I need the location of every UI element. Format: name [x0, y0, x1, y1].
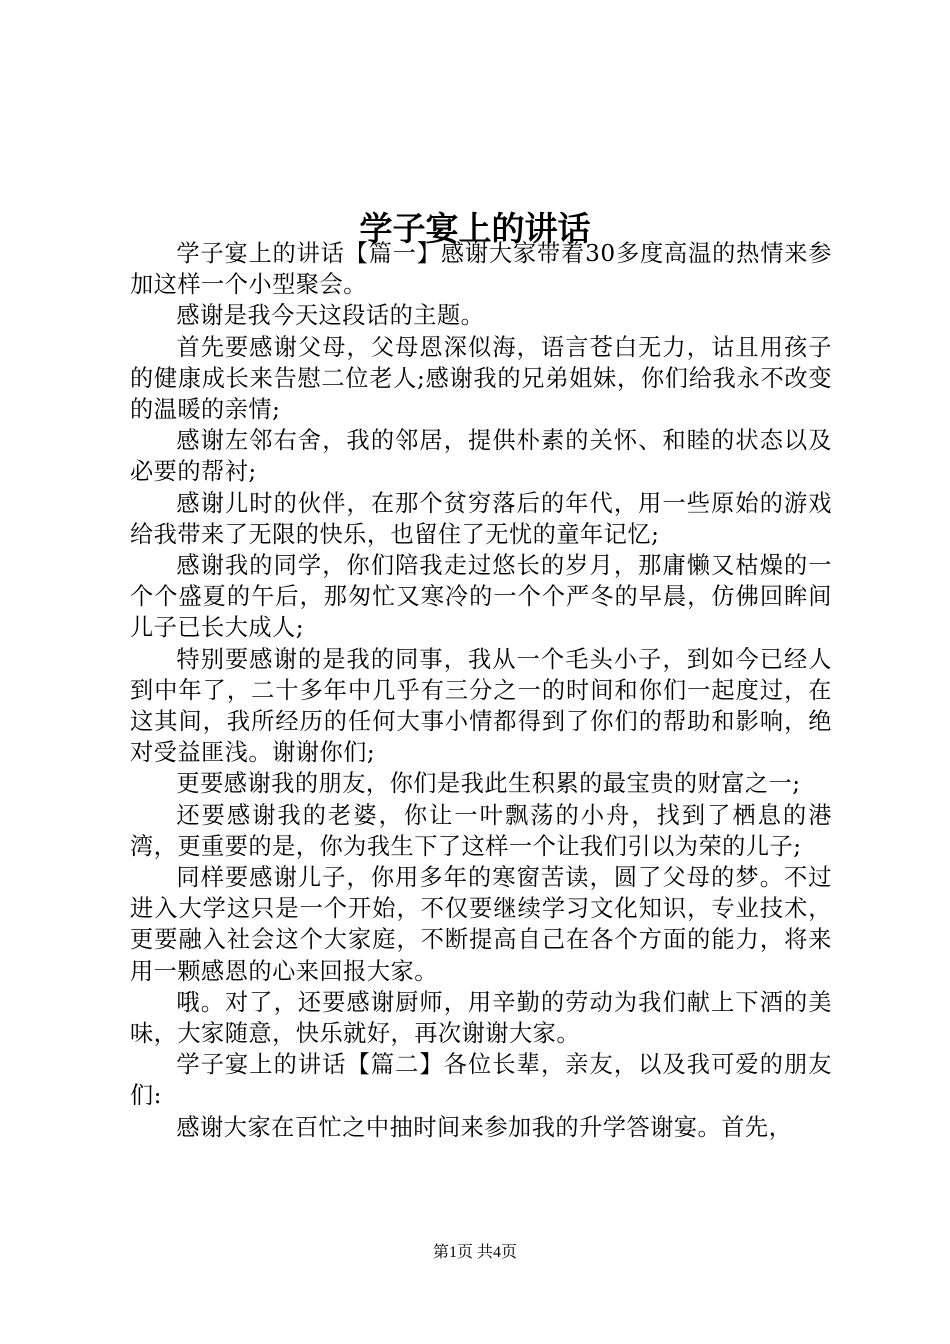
paragraph: 学子宴上的讲话【篇一】感谢大家带着30多度高温的热情来参加这样一个小型聚会。 [130, 240, 832, 299]
document-body [130, 238, 832, 1143]
paragraph: 哦。对了，还要感谢厨师，用辛勤的劳动为我们献上下酒的美味，大家随意，快乐就好，再次谢谢大家。 [130, 988, 832, 1048]
paragraph: 感谢儿时的伙伴，在那个贫穷落后的年代，用一些原始的游戏给我带来了无限的快乐，也留住了无忧的童年记忆; [130, 489, 832, 548]
page-footer: 第1页 共4页 [432, 1244, 517, 1261]
paragraph: 特别要感谢的是我的同事，我从一个毛头小子，到如今已经人到中年了，二十多年中几乎有三分之一的时间和你们一起度过，在这其间，我所经历的任何大事小情都得到了你们的帮助和影响，绝对受益匪浅。谢谢你们; [130, 645, 832, 767]
page-title: 学子宴上的讲话 [359, 209, 591, 249]
paragraph: 还要感谢我的老婆，你让一叶飘荡的小舟，找到了栖息的港湾，更重要的是，你为我生下了这样一个让我们引以为荣的儿子; [130, 801, 832, 860]
paragraph: 感谢是我今天这段话的主题。 [176, 302, 485, 330]
paragraph: 更要感谢我的朋友，你们是我此生积累的最宝贵的财富之一; [176, 770, 801, 798]
paragraph: 同样要感谢儿子，你用多年的寒窗苦读，圆了父母的梦。不过进入大学这只是一个开始，不仅要继续学习文化知识，专业技术，更要融入社会这个大家庭，不断提高自己在各个方面的能力，将来用一颗感恩的心来回报大家。 [130, 864, 832, 985]
paragraph: 感谢左邻右舍，我的邻居，提供朴素的关怀、和睦的状态以及必要的帮衬; [130, 427, 832, 486]
paragraph: 感谢大家在百忙之中抽时间来参加我的升学答谢宴。首先， [176, 1113, 793, 1141]
paragraph: 学子宴上的讲话【篇二】各位长辈，亲友，以及我可爱的朋友们: [130, 1051, 832, 1110]
paragraph: 首先要感谢父母，父母恩深似海，语言苍白无力，诂且用孩子的健康成长来告慰二位老人;感谢我的兄弟姐妹，你们给我永不改变的温暖的亲情; [130, 333, 832, 424]
paragraph: 感谢我的同学，你们陪我走过悠长的岁月，那庸懒又枯燥的一个个盛夏的午后，那匆忙又寒冷的一个个严冬的早晨，仿佛回眸间儿子已长大成人; [130, 552, 832, 642]
